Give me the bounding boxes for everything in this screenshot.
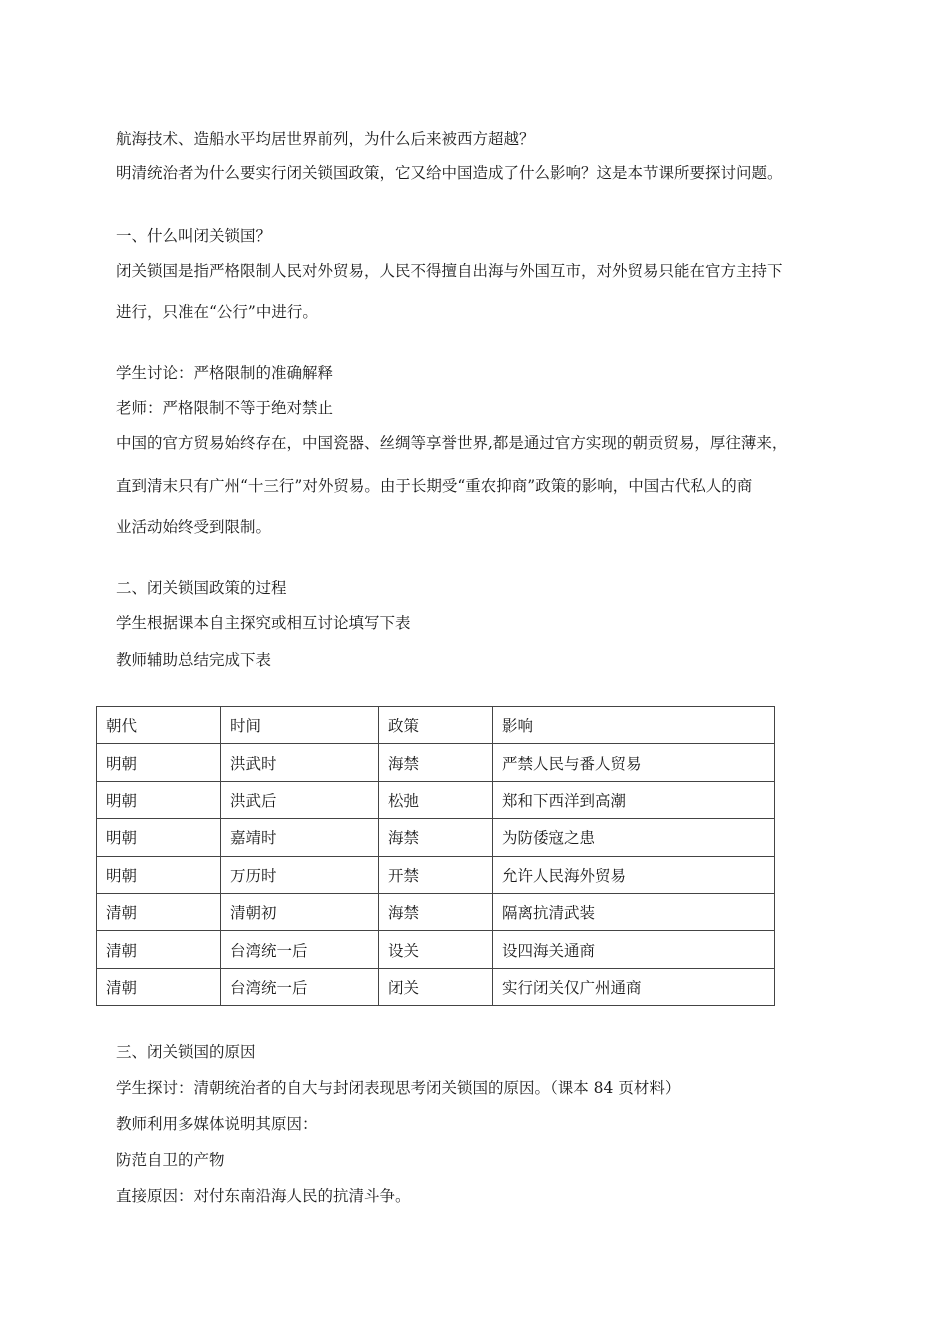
- intro-line-1: 航海技术、造船水平均居世界前列，为什么后来被西方超越？: [116, 130, 535, 148]
- cell-dynasty: 明朝: [97, 819, 221, 856]
- header-time: 时间: [221, 707, 379, 744]
- cell-dynasty: 清朝: [97, 893, 221, 930]
- header-policy: 政策: [379, 707, 493, 744]
- cell-impact: 允许人民海外贸易: [493, 856, 775, 893]
- table-row: [97, 744, 775, 781]
- cause-point-1: 防范自卫的产物: [116, 1151, 225, 1169]
- table-row: [97, 819, 775, 856]
- cell-impact: 为防倭寇之患: [493, 819, 775, 856]
- table-body: [97, 744, 775, 1006]
- cell-policy: 海禁: [379, 744, 493, 781]
- cell-impact: 隔离抗清武装: [493, 893, 775, 930]
- paragraph-line-1: 中国的官方贸易始终存在，中国瓷器、丝绸等享誉世界,都是通过官方实现的朝贡贸易，厚往薄来，: [116, 434, 788, 452]
- paragraph-line-2: 直到清末只有广州“十三行”对外贸易。由于长期受“重农抑商”政策的影响，中国古代私人的商: [116, 477, 753, 495]
- instruction-student: 学生根据课本自主探究或相互讨论填写下表: [116, 614, 411, 632]
- cell-time: 洪武后: [221, 781, 379, 818]
- cell-impact: 严禁人民与番人贸易: [493, 744, 775, 781]
- definition-line-1: 闭关锁国是指严格限制人民对外贸易，人民不得擅自出海与外国互市，对外贸易只能在官方主持下: [116, 262, 783, 280]
- student-exploration: 学生探讨：清朝统治者的自大与封闭表现思考闭关锁国的原因。（课本 84 页材料）: [116, 1079, 681, 1097]
- cell-dynasty: 明朝: [97, 744, 221, 781]
- cell-time: 台湾统一后: [221, 931, 379, 968]
- cell-dynasty: 清朝: [97, 968, 221, 1005]
- table-row: [97, 893, 775, 930]
- cell-time: 嘉靖时: [221, 819, 379, 856]
- header-impact: 影响: [493, 707, 775, 744]
- cell-impact: 实行闭关仅广州通商: [493, 968, 775, 1005]
- header-dynasty: 朝代: [97, 707, 221, 744]
- cause-point-2: 直接原因：对付东南沿海人民的抗清斗争。: [116, 1187, 411, 1205]
- table-header-row: [97, 707, 775, 744]
- table-row: [97, 856, 775, 893]
- cell-policy: 闭关: [379, 968, 493, 1005]
- table-row: [97, 781, 775, 818]
- cell-time: 洪武时: [221, 744, 379, 781]
- section3-heading: 三、闭关锁国的原因: [116, 1043, 256, 1061]
- teacher-explanation: 教师利用多媒体说明其原因：: [116, 1115, 318, 1133]
- cell-impact: 设四海关通商: [493, 931, 775, 968]
- cell-time: 台湾统一后: [221, 968, 379, 1005]
- student-discussion: 学生讨论：严格限制的准确解释: [116, 364, 334, 382]
- cell-policy: 开禁: [379, 856, 493, 893]
- teacher-note: 老师：严格限制不等于绝对禁止: [116, 399, 334, 417]
- cell-time: 清朝初: [221, 893, 379, 930]
- table-row: [97, 931, 775, 968]
- cell-policy: 海禁: [379, 819, 493, 856]
- table-row: [97, 968, 775, 1005]
- intro-line-2: 明清统治者为什么要实行闭关锁国政策，它又给中国造成了什么影响？这是本节课所要探讨问题。: [116, 164, 783, 182]
- cell-dynasty: 清朝: [97, 931, 221, 968]
- cell-dynasty: 明朝: [97, 856, 221, 893]
- cell-policy: 海禁: [379, 893, 493, 930]
- instruction-teacher: 教师辅助总结完成下表: [116, 651, 272, 669]
- cell-impact: 郑和下西洋到高潮: [493, 781, 775, 818]
- definition-line-2: 进行，只准在“公行”中进行。: [116, 303, 318, 321]
- cell-policy: 松弛: [379, 781, 493, 818]
- cell-dynasty: 明朝: [97, 781, 221, 818]
- paragraph-line-3: 业活动始终受到限制。: [116, 518, 272, 536]
- policy-table: [96, 706, 775, 1006]
- section1-heading: 一、什么叫闭关锁国？: [116, 227, 272, 245]
- section2-heading: 二、闭关锁国政策的过程: [116, 579, 287, 597]
- cell-time: 万历时: [221, 856, 379, 893]
- cell-policy: 设关: [379, 931, 493, 968]
